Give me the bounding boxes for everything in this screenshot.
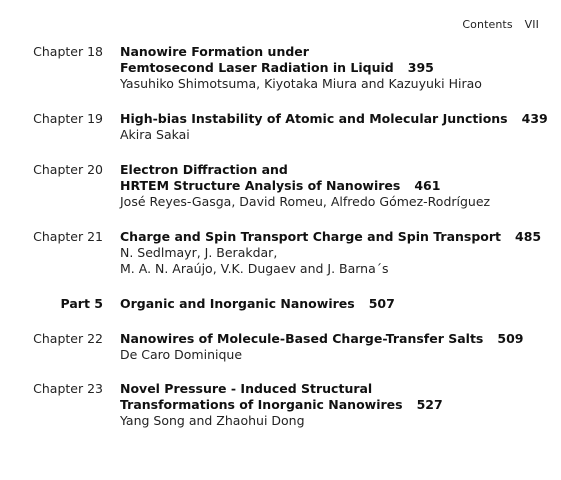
chapter-authors: Yang Song and Zhaohui Dong — [120, 413, 305, 428]
part-title-text: Organic and Inorganic Nanowires — [120, 296, 355, 311]
entry-body — [120, 296, 550, 312]
chapter-page-number: 395 — [407, 60, 434, 75]
chapter-title-line: Novel Pressure - Induced Structural — [120, 381, 373, 396]
header-page-number: VII — [524, 18, 539, 31]
part-title-line — [120, 296, 550, 312]
chapter-title-text: High-bias Instability of Atomic and Molecular Junctions — [120, 111, 508, 126]
chapter-label: Chapter 20 — [33, 162, 103, 177]
chapter-label: Chapter 18 — [33, 44, 103, 59]
chapter-title-line — [120, 60, 550, 76]
chapter-title-line — [120, 397, 550, 413]
entry-body — [120, 162, 550, 210]
entry-body — [120, 111, 550, 143]
chapter-label: Chapter 23 — [33, 381, 103, 396]
chapter-label: Chapter 19 — [33, 111, 103, 126]
chapter-authors: Akira Sakai — [120, 127, 190, 142]
part-label: Part 5 — [60, 296, 103, 311]
chapter-title-line — [120, 111, 550, 127]
chapter-page-number: 439 — [521, 111, 548, 126]
entry-body — [120, 331, 550, 363]
chapter-authors: Yasuhiko Shimotsuma, Kiyotaka Miura and Kazuyuki Hirao — [120, 76, 482, 91]
chapter-title-text: HRTEM Structure Analysis of Nanowires — [120, 178, 401, 193]
chapter-title-line — [120, 229, 550, 245]
chapter-authors: M. A. N. Araújo, V.K. Dugaev and J. Barna´s — [120, 261, 389, 276]
chapter-page-number: 527 — [416, 397, 443, 412]
chapter-page-number: 509 — [497, 331, 524, 346]
chapter-authors: De Caro Dominique — [120, 347, 243, 362]
chapter-page-number: 485 — [515, 229, 542, 244]
chapter-label: Chapter 21 — [33, 229, 103, 244]
chapter-label: Chapter 22 — [33, 331, 103, 346]
header-section: Contents — [462, 18, 513, 31]
chapter-title-line: Nanowire Formation under — [120, 44, 309, 59]
chapter-title-text: Femtosecond Laser Radiation in Liquid — [120, 60, 394, 75]
chapter-title-text: Transformations of Inorganic Nanowires — [120, 397, 403, 412]
entry-body — [120, 229, 550, 277]
entry-body — [120, 44, 550, 92]
chapter-title-text: Charge and Spin Transport Charge and Spin Transport — [120, 229, 502, 244]
chapter-title-line: Electron Diffraction and — [120, 162, 288, 177]
chapter-title-text: Nanowires of Molecule-Based Charge-Transfer Salts — [120, 331, 484, 346]
chapter-title-line — [120, 331, 550, 347]
chapter-page-number: 461 — [414, 178, 441, 193]
chapter-title-line — [120, 178, 550, 194]
entry-body — [120, 381, 550, 429]
chapter-authors: José Reyes-Gasga, David Romeu, Alfredo Gómez-Rodríguez — [120, 194, 491, 209]
part-page-number: 507 — [368, 296, 395, 311]
chapter-authors: N. Sedlmayr, J. Berakdar, — [120, 245, 278, 260]
running-header — [462, 18, 539, 31]
